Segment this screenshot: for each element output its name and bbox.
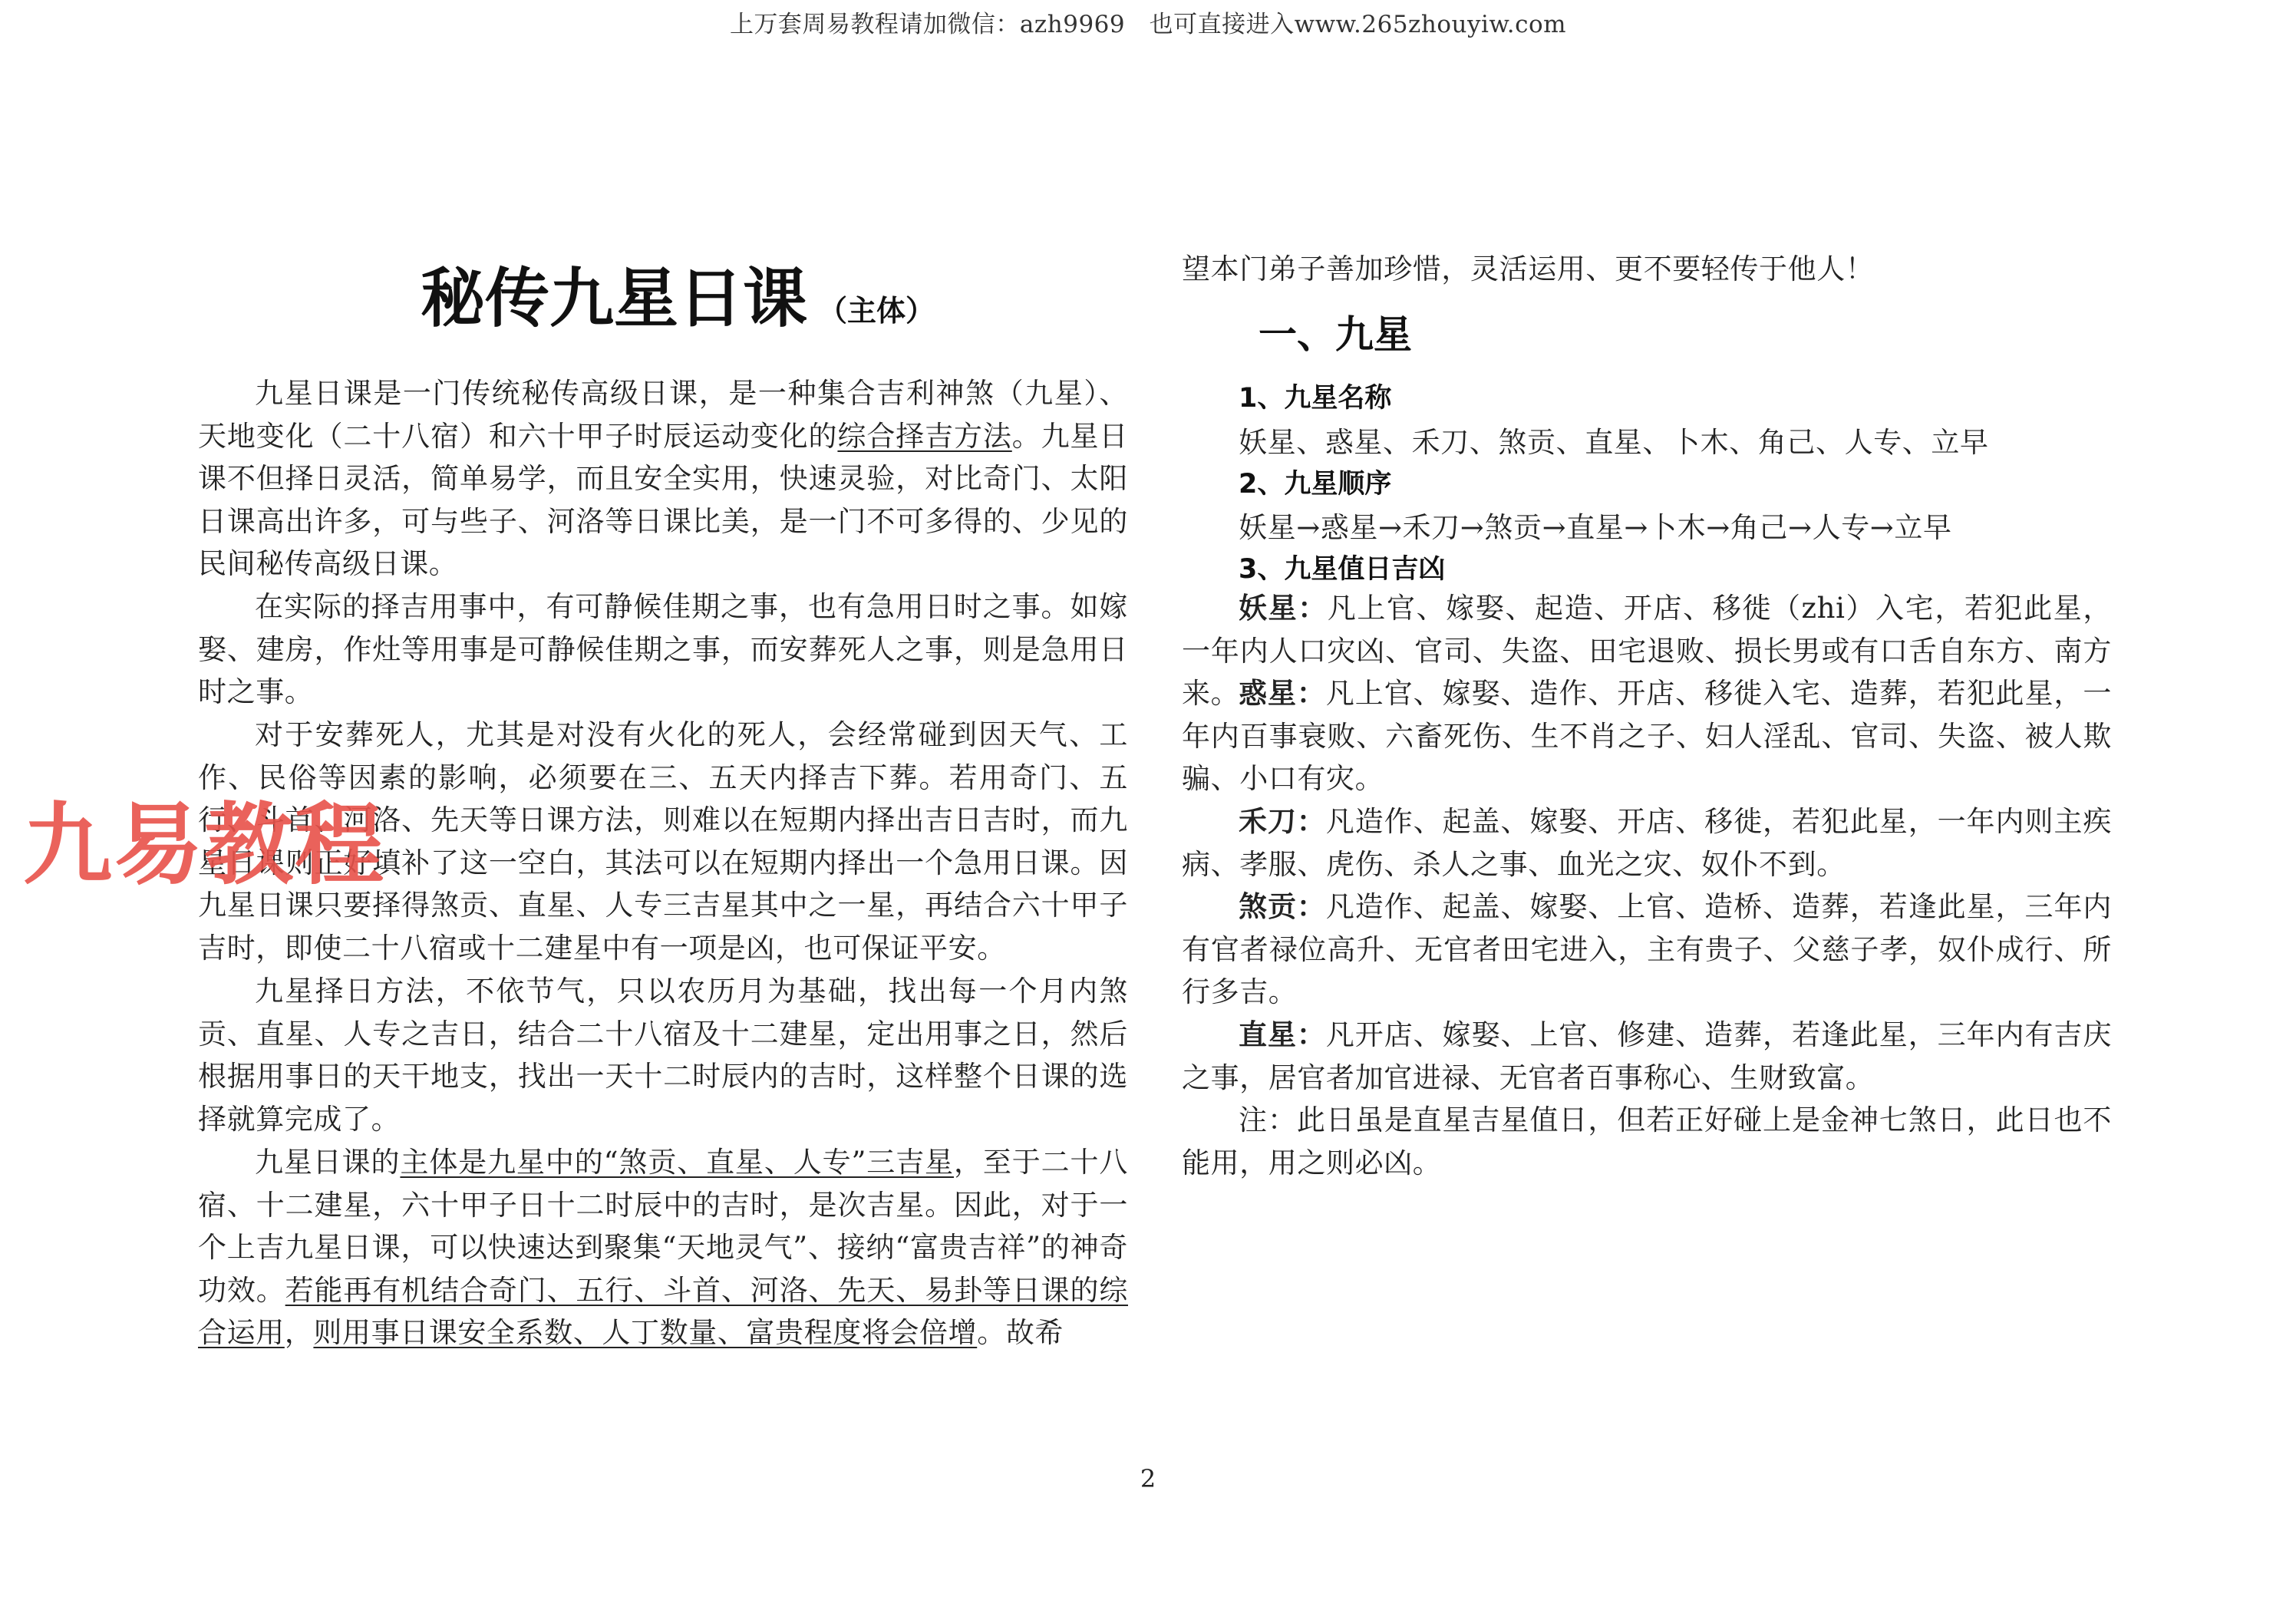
watermark-logo: 九易教程 [23, 793, 385, 897]
star-entry-zhixing [1182, 1014, 2112, 1099]
star-entry-huo [1182, 672, 2112, 800]
paragraph-continuation: 望本门弟子善加珍惜，灵活运用、更不要轻传于他人！ [1182, 252, 1875, 285]
paragraph-core [198, 1141, 1128, 1354]
title-main: 秘传九星日课 [421, 261, 808, 336]
heading-star-fortune: 3、九星值日吉凶 [1239, 554, 1446, 585]
text-run: ，至于二十八宿、十二建星，六十甲子日十二时辰中的吉时，是次吉星。因此，对于一个上吉九星日课，可以快速达到聚集“天地灵气”、接纳“富贵吉祥”的神奇功效。 [198, 1146, 1128, 1307]
text-run: 。九星日课不但择日灵活，简单易学，而且安全实用，快速灵验，对比奇门、太阳日课高出许多，可与些子、河洛等日课比美，是一门不可多得的、少见的民间秘传高级日课。 [198, 419, 1128, 581]
paragraph-method [198, 970, 1128, 1140]
note-paragraph: 注：此日虽是直星吉星值日，但若正好碰上是金神七煞日，此日也不能用，用之则必凶。 [1182, 1103, 2112, 1179]
underlined-text: 若能再有机结合奇门、五行、斗首、河洛、先天、易卦等日课的综合运用 [198, 1273, 1128, 1350]
star-order-list: 妖星→惑星→禾刀→煞贡→直星→卜木→角己→人专→立早 [1239, 511, 1952, 544]
paragraph-intro [198, 372, 1128, 586]
page-title [421, 247, 935, 340]
star-desc: 凡上官、嫁娶、起造、开店、移徙（zhi）入宅，若犯此星，一年内人口灾凶、官司、失盗、田宅退败、损长男或有口舌自东方、南方来。 [1182, 592, 2112, 711]
page-number: 2 [1140, 1464, 1156, 1493]
star-name: 直星： [1239, 1018, 1326, 1051]
star-name: 煞贡： [1239, 890, 1326, 923]
paragraph-occasions [198, 586, 1128, 714]
star-desc: 凡造作、起盖、嫁娶、上官、造桥、造葬，若逢此星，三年内有官者禄位高升、无官者田宅进入，主有贵子、父慈子孝，奴仆成行、所行多吉。 [1182, 890, 2112, 1009]
star-desc: 凡开店、嫁娶、上官、修建、造葬，若逢此星，三年内有吉庆之事，居官者加官进禄、无官者百事称心、生财致富。 [1182, 1018, 2112, 1094]
star-name: 妖星： [1239, 592, 1328, 625]
underlined-text: 则用事日课安全系数、人丁数量、富贵程度将会倍增 [313, 1316, 978, 1350]
star-name: 禾刀： [1239, 805, 1326, 838]
heading-star-names: 1、九星名称 [1239, 383, 1392, 414]
star-desc: 凡造作、起盖、嫁娶、开店、移徙，若犯此星，一年内则主疾病、孝服、虎伤、杀人之事、血光之灾、奴仆不到。 [1182, 805, 2112, 881]
text-run: 对于安葬死人，尤其是对没有火化的死人，会经常碰到因天气、工作、民俗等因素的影响，必须要在三、五天内择吉下葬。若用奇门、五行、斗首、河洛、先天等日课方法，则难以在短期内择出吉日吉时，而九星日课则正好填补了这一空白，其法可以在短期内择出一个急用日课。因九星日课只要择得煞贡、直星、人专三吉星其中之一星，再结合六十甲子吉时，即使二十八宿或十二建星中有一项是凶，也可保证平安。 [198, 718, 1128, 965]
text-run: 在实际的择吉用事中，有可静候佳期之事，也有急用日时之事。如嫁娶、建房，作灶等用事是可静候佳期之事，而安葬死人之事，则是急用日时之事。 [198, 590, 1128, 709]
star-name: 惑星： [1239, 677, 1326, 710]
title-sub: （主体） [818, 294, 935, 328]
underlined-text: 主体是九星中的“煞贡、直星、人专”三吉星 [400, 1146, 954, 1179]
text-run: ， [284, 1316, 314, 1350]
section-heading-nine-stars: 一、九星 [1259, 312, 1412, 357]
star-desc: 凡上官、嫁娶、造作、开店、移徙入宅、造葬，若犯此星，一年内百事衰败、六畜死伤、生不肖之子、妇人淫乱、官司、失盗、被人欺骗、小口有灾。 [1182, 677, 2112, 796]
star-entry-shagong [1182, 886, 2112, 1014]
star-entry-hedao [1182, 800, 2112, 886]
text-run: 。故希 [977, 1316, 1064, 1350]
text-run: 九星择日方法，不依节气，只以农历月为基础，找出每一个月内煞贡、直星、人专之吉日，结合二十八宿及十二建星，定出用事之日，然后根据用事日的天干地支，找出一天十二时辰内的吉时，这样整个日课的选择就算完成了。 [198, 975, 1128, 1136]
star-names-list: 妖星、惑星、禾刀、煞贡、直星、卜木、角己、人专、立早 [1239, 426, 1989, 459]
heading-star-order: 2、九星顺序 [1239, 469, 1392, 500]
text-run: 九星日课是一门传统秘传高级日课，是一种集合吉利神煞（九星）、天地变化（二十八宿）和六十甲子时辰运动变化的 [198, 377, 1128, 453]
underlined-text: 综合择吉方法 [837, 419, 1012, 453]
text-run: 九星日课的 [255, 1146, 401, 1179]
page-header-ad: 上万套周易教程请加微信：azh9969 也可直接进入www.265zhouyiw.com [729, 11, 1567, 38]
